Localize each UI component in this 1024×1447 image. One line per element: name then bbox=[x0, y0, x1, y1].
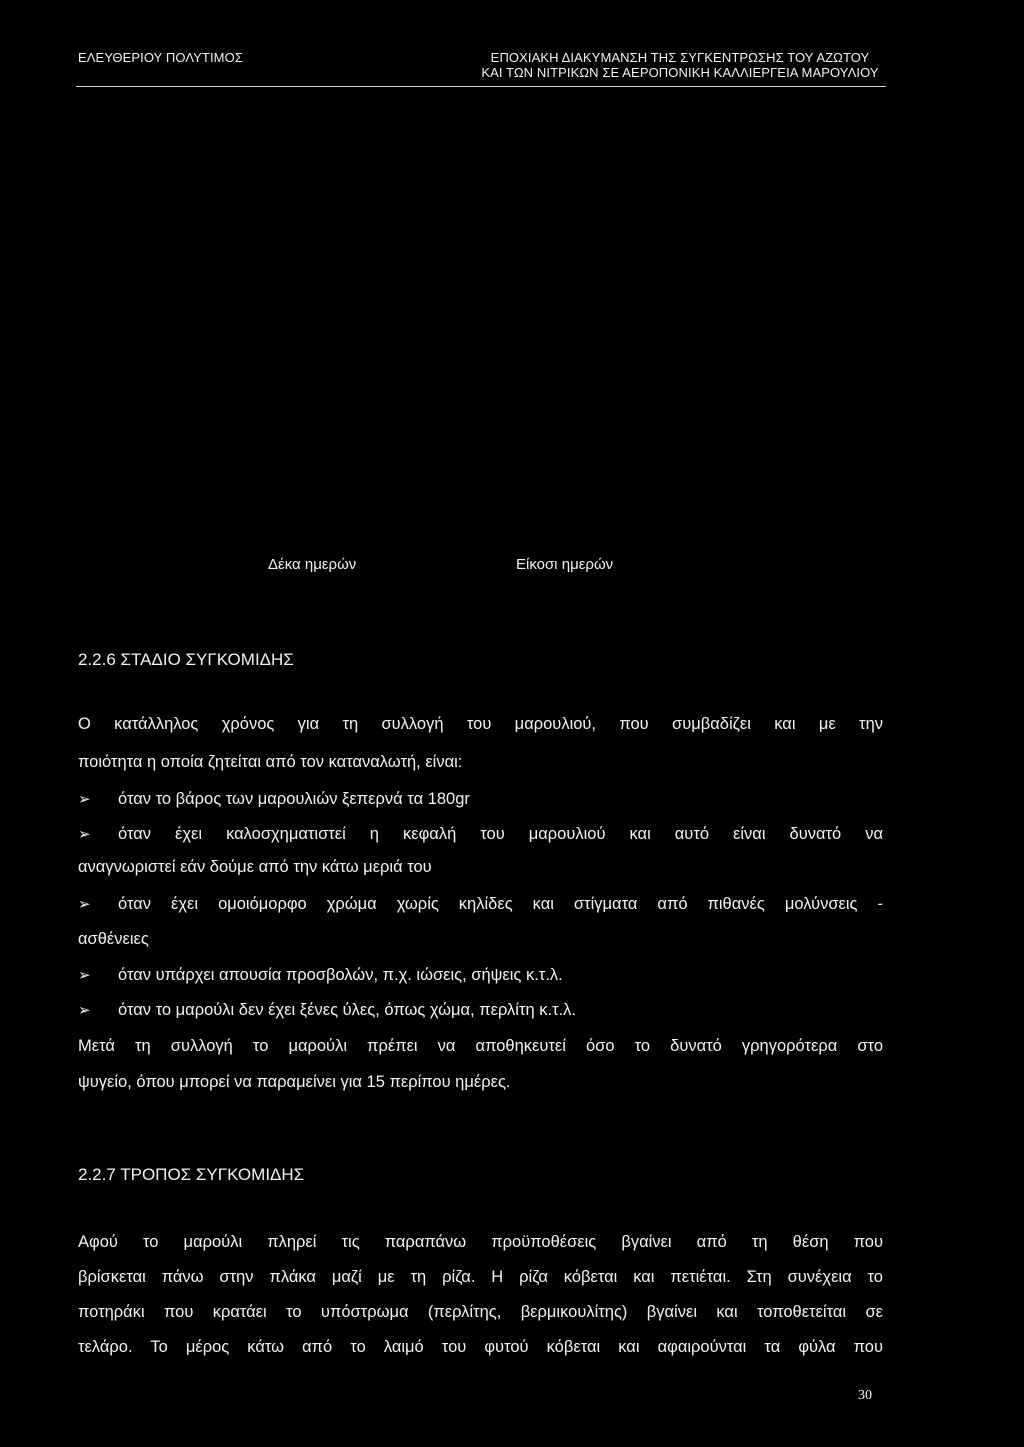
list-item-text: όταν έχει καλοσχηματιστεί η κεφαλή του μαρουλιού και αυτό είναι δυνατό να bbox=[118, 825, 883, 843]
bullet-arrow-icon: ➢ bbox=[78, 1002, 91, 1019]
paragraph-line: βρίσκεται πάνω στην πλάκα μαζί με τη ρίζα. Η ρίζα κόβεται και πετιέται. Στη συνέχεια το bbox=[78, 1268, 883, 1286]
list-item-continuation: ασθένειες bbox=[78, 930, 149, 948]
bullet-arrow-icon: ➢ bbox=[78, 967, 91, 984]
paragraph-line: ποτηράκι που κρατάει το υπόστρωμα (περλίτης, βερμικουλίτης) βγαίνει και τοποθετείται σε bbox=[78, 1303, 883, 1321]
list-item bbox=[78, 895, 883, 914]
paragraph-closing-line-2: ψυγείο, όπου μπορεί να παραμείνει για 15 περίπου ημέρες. bbox=[78, 1073, 511, 1091]
section-heading-harvest-method: 2.2.7 ΤΡΟΠΟΣ ΣΥΓΚΟΜΙΔΗΣ bbox=[78, 1165, 305, 1184]
list-item-text: όταν υπάρχει απουσία προσβολών, π.χ. ιώσεις, σήψεις κ.τ.λ. bbox=[118, 966, 563, 984]
header-divider bbox=[76, 86, 886, 87]
header-author: ΕΛΕΥΘΕΡΙΟΥ ΠΟΛΥΤΙΜΟΣ bbox=[78, 50, 243, 65]
paragraph-closing-line-1: Μετά τη συλλογή το μαρούλι πρέπει να αποθηκευτεί όσο το δυνατό γρηγορότερα στο bbox=[78, 1037, 883, 1055]
section-heading-harvest-stage: 2.2.6 ΣΤΑΔΙΟ ΣΥΓΚΟΜΙΔΗΣ bbox=[78, 650, 294, 669]
paragraph-intro-line-1: Ο κατάλληλος χρόνος για τη συλλογή του μαρουλιού, που συμβαδίζει και με την bbox=[78, 715, 883, 733]
list-item-text: όταν το μαρούλι δεν έχει ξένες ύλες, όπως χώμα, περλίτη κ.τ.λ. bbox=[118, 1001, 577, 1019]
header-title bbox=[480, 50, 880, 80]
bullet-arrow-icon: ➢ bbox=[78, 896, 91, 913]
list-item-text: όταν το βάρος των μαρουλιών ξεπερνά τα 180gr bbox=[118, 790, 470, 808]
figure-caption-twenty-days: Είκοσι ημερών bbox=[516, 556, 614, 573]
paragraph-line: τελάρο. Το μέρος κάτω από το λαιμό του φυτού κόβεται και αφαιρούνται τα φύλα που bbox=[78, 1338, 883, 1356]
figure-caption-ten-days: Δέκα ημερών bbox=[268, 556, 357, 573]
paragraph-intro-line-2: ποιότητα η οποία ζητείται από τον καταναλωτή, είναι: bbox=[78, 753, 463, 771]
header-title-line2: ΚΑΙ ΤΩΝ ΝΙΤΡΙΚΩΝ ΣΕ ΑΕΡΟΠΟΝΙΚΗ ΚΑΛΛΙΕΡΓΕΙΑ ΜΑΡΟΥΛΙΟΥ bbox=[481, 65, 879, 80]
header-title-line1: ΕΠΟΧΙΑΚΗ ΔΙΑΚΥΜΑΝΣΗ ΤΗΣ ΣΥΓΚΕΝΤΡΩΣΗΣ ΤΟΥ ΑΖΩΤΟΥ bbox=[490, 50, 870, 65]
list-item bbox=[78, 1001, 883, 1020]
bullet-arrow-icon: ➢ bbox=[78, 826, 91, 843]
list-item bbox=[78, 790, 883, 809]
page-number: 30 bbox=[858, 1388, 872, 1403]
bullet-arrow-icon: ➢ bbox=[78, 791, 91, 808]
list-item bbox=[78, 825, 883, 844]
list-item-continuation: αναγνωριστεί εάν δούμε από την κάτω μεριά του bbox=[78, 858, 432, 876]
list-item bbox=[78, 966, 883, 985]
paragraph-line: Αφού το μαρούλι πληρεί τις παραπάνω προϋποθέσεις βγαίνει από τη θέση που bbox=[78, 1233, 883, 1251]
list-item-text: όταν έχει ομοιόμορφο χρώμα χωρίς κηλίδες και στίγματα από πιθανές μολύνσεις - bbox=[118, 895, 883, 913]
